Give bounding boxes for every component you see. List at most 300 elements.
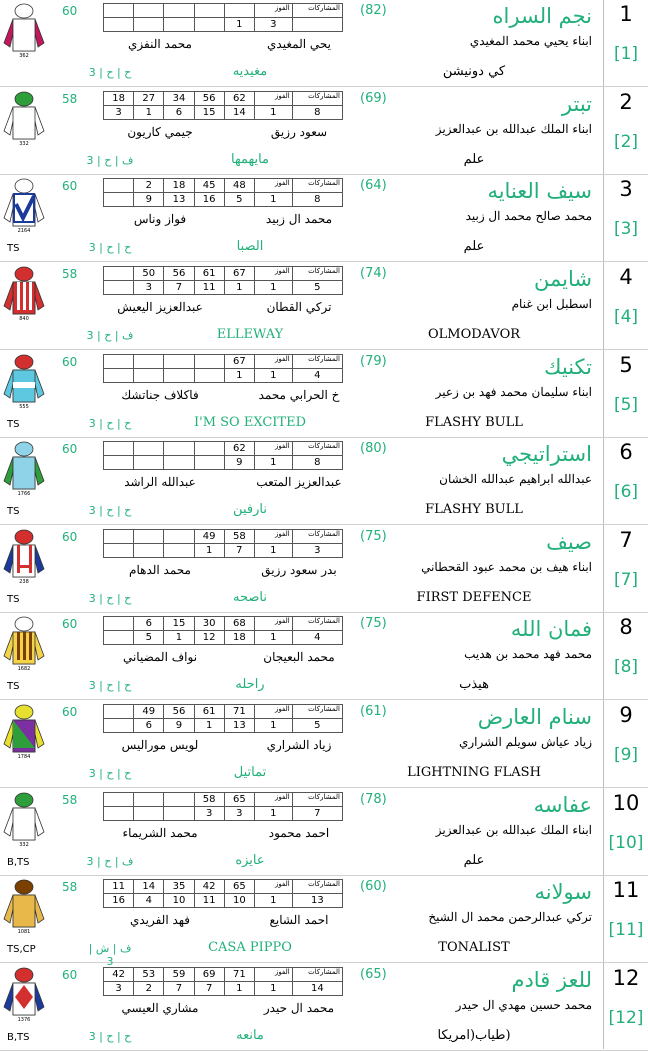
stat-cell bbox=[134, 530, 164, 544]
starts-header: المشاركات bbox=[292, 530, 342, 544]
svg-text:238: 238 bbox=[19, 579, 29, 585]
svg-text:1784: 1784 bbox=[17, 754, 31, 760]
rating: (69) bbox=[360, 91, 387, 106]
weight: 60 bbox=[62, 4, 78, 18]
owner-name: زياد عياش سويلم الشراري bbox=[458, 735, 592, 749]
stat-cell: 6 bbox=[164, 106, 194, 120]
stat-cell bbox=[104, 807, 134, 821]
weight: 60 bbox=[62, 705, 78, 719]
stat-cell: 48 bbox=[224, 179, 254, 193]
horse-name[interactable]: سيف العنايه bbox=[487, 179, 592, 203]
owner-name: محمد فهد محمد بن هديب bbox=[464, 647, 592, 661]
owner-name: تركي عبدالرحمن محمد ال الشيخ bbox=[428, 910, 592, 924]
stat-cell bbox=[164, 544, 194, 558]
rating: (78) bbox=[360, 792, 387, 807]
recent-form: ح | ح | 3 bbox=[88, 1030, 132, 1043]
stats-table bbox=[103, 354, 343, 383]
horse-name[interactable]: سولانه bbox=[534, 880, 592, 904]
jockey-name: لويس موراليس bbox=[121, 738, 199, 752]
recent-form: ح | ح | 3 bbox=[88, 66, 132, 79]
stat-cell: 8 bbox=[292, 193, 342, 207]
stat-cell: 5 bbox=[292, 281, 342, 295]
stat-cell: 56 bbox=[164, 705, 194, 719]
stats-table bbox=[103, 616, 343, 645]
runner-row bbox=[0, 263, 648, 350]
draw-number: [5] bbox=[613, 395, 639, 415]
sire-name: TONALIST bbox=[438, 940, 510, 955]
stat-cell bbox=[104, 179, 134, 193]
owner-name: ابناء الملك عبدالله بن عبدالعزيز bbox=[435, 122, 592, 136]
svg-text:840: 840 bbox=[19, 316, 29, 322]
stat-cell bbox=[164, 4, 194, 18]
wins-header: الفوز bbox=[254, 442, 292, 456]
stats-table bbox=[103, 967, 343, 996]
stat-cell: 2 bbox=[134, 179, 164, 193]
weight: 58 bbox=[62, 267, 78, 281]
stat-cell: 56 bbox=[164, 267, 194, 281]
stat-cell: 27 bbox=[134, 92, 164, 106]
stat-cell bbox=[104, 793, 134, 807]
stat-cell: 7 bbox=[164, 281, 194, 295]
sire-name: FIRST DEFENCE bbox=[416, 590, 532, 605]
jockey-silks-icon bbox=[2, 354, 46, 410]
recent-form: ح | ح | 3 bbox=[88, 417, 132, 430]
starts-header: المشاركات bbox=[292, 267, 342, 281]
svg-text:362: 362 bbox=[19, 53, 29, 59]
stat-cell: 58 bbox=[224, 530, 254, 544]
dam-name: ناصحه bbox=[233, 590, 267, 605]
draw-number: [9] bbox=[613, 745, 639, 765]
stat-cell: 11 bbox=[194, 894, 224, 908]
stat-cell bbox=[104, 267, 134, 281]
stat-cell bbox=[104, 193, 134, 207]
stat-cell bbox=[164, 442, 194, 456]
horse-name[interactable]: استراتيجي bbox=[501, 442, 592, 466]
draw-number: [8] bbox=[613, 657, 639, 677]
draw-number: [7] bbox=[613, 570, 639, 590]
runner-row bbox=[0, 876, 648, 968]
recent-form: ف | ح | 3 bbox=[86, 855, 134, 868]
trainer-name: خ الحرابي محمد bbox=[258, 388, 340, 402]
rating: (64) bbox=[360, 178, 387, 193]
jockey-silks-icon bbox=[2, 178, 46, 234]
wins-header: الفوز bbox=[254, 179, 292, 193]
jockey-name: عبدالعزيز اليعيش bbox=[117, 300, 203, 314]
jockey-silks-icon bbox=[2, 879, 46, 935]
draw-number: [11] bbox=[608, 920, 644, 940]
starts-header: المشاركات bbox=[292, 617, 342, 631]
stat-cell: 1 bbox=[254, 982, 292, 996]
jockey-name: محمد الدهام bbox=[129, 563, 191, 577]
trainer-name: يحي المغيدي bbox=[267, 37, 331, 51]
equipment: TS bbox=[7, 506, 20, 517]
stat-cell: 4 bbox=[292, 369, 342, 383]
stat-cell: 7 bbox=[164, 982, 194, 996]
stat-cell: 42 bbox=[194, 880, 224, 894]
sire-name: علم bbox=[463, 239, 485, 254]
stat-cell bbox=[104, 442, 134, 456]
stat-cell: 14 bbox=[292, 982, 342, 996]
weight: 60 bbox=[62, 968, 78, 982]
stat-cell: 1 bbox=[254, 193, 292, 207]
stat-cell: 61 bbox=[194, 267, 224, 281]
stat-cell: 58 bbox=[194, 793, 224, 807]
stats-table bbox=[103, 3, 343, 32]
horse-name[interactable]: عفاسه bbox=[533, 793, 592, 817]
stat-cell: 50 bbox=[134, 267, 164, 281]
stat-cell: 7 bbox=[224, 544, 254, 558]
equipment: B,TS bbox=[7, 857, 30, 868]
wins-header: الفوز bbox=[254, 880, 292, 894]
recent-form: ف | ح | 3 bbox=[86, 154, 134, 167]
weight: 60 bbox=[62, 442, 78, 456]
stat-cell bbox=[164, 793, 194, 807]
starts-header: المشاركات bbox=[292, 355, 342, 369]
horse-name[interactable]: تبتر bbox=[561, 92, 592, 116]
runner-number: 1 bbox=[619, 2, 633, 26]
weight: 58 bbox=[62, 793, 78, 807]
dam-name: تماتيل bbox=[233, 765, 267, 780]
stat-cell: 1 bbox=[254, 106, 292, 120]
sire-name: هيذب bbox=[459, 677, 489, 692]
stat-cell: 6 bbox=[134, 617, 164, 631]
jockey-silks-icon bbox=[2, 266, 46, 322]
stat-cell bbox=[224, 4, 254, 18]
stat-cell: 42 bbox=[104, 968, 134, 982]
runner-number: 8 bbox=[619, 615, 633, 639]
recent-form: ح | ح | 3 bbox=[88, 767, 132, 780]
draw-number: [3] bbox=[613, 219, 639, 239]
stat-cell bbox=[104, 355, 134, 369]
stat-cell bbox=[104, 530, 134, 544]
stat-cell bbox=[134, 355, 164, 369]
stat-cell: 2 bbox=[134, 982, 164, 996]
stat-cell: 5 bbox=[292, 719, 342, 733]
sire-name: LIGHTNING FLASH bbox=[407, 765, 541, 780]
runner-row bbox=[0, 0, 648, 87]
stat-cell: 13 bbox=[224, 719, 254, 733]
jockey-name: فواز وناس bbox=[133, 212, 187, 226]
weight: 60 bbox=[62, 179, 78, 193]
stat-cell bbox=[104, 631, 134, 645]
stat-cell bbox=[134, 807, 164, 821]
stat-cell: 71 bbox=[224, 705, 254, 719]
stat-cell bbox=[164, 355, 194, 369]
wins-header: الفوز bbox=[254, 705, 292, 719]
starts-header: المشاركات bbox=[292, 4, 342, 18]
stat-cell: 11 bbox=[194, 281, 224, 295]
stat-cell: 1 bbox=[134, 106, 164, 120]
starts-header: المشاركات bbox=[292, 880, 342, 894]
trainer-name: سعود رزيق bbox=[270, 125, 328, 139]
runner-row bbox=[0, 526, 648, 613]
svg-text:1682: 1682 bbox=[17, 666, 31, 672]
stat-cell bbox=[104, 705, 134, 719]
stat-cell: 53 bbox=[134, 968, 164, 982]
stat-cell: 14 bbox=[224, 106, 254, 120]
dam-name: ELLEWAY bbox=[216, 327, 284, 342]
dam-name: I'M SO EXCITED bbox=[193, 415, 307, 430]
stat-cell: 15 bbox=[164, 617, 194, 631]
stat-cell bbox=[194, 355, 224, 369]
rating: (75) bbox=[360, 529, 387, 544]
svg-text:332: 332 bbox=[19, 141, 29, 147]
weight: 60 bbox=[62, 530, 78, 544]
stats-table bbox=[103, 266, 343, 295]
dam-name: CASA PIPPO bbox=[208, 940, 292, 955]
stat-cell: 18 bbox=[164, 179, 194, 193]
stat-cell: 3 bbox=[292, 544, 342, 558]
stat-cell: 1 bbox=[254, 281, 292, 295]
stat-cell: 9 bbox=[224, 456, 254, 470]
trainer-name: احمد الشايع bbox=[269, 913, 329, 927]
stat-cell: 4 bbox=[292, 631, 342, 645]
stat-cell bbox=[194, 4, 224, 18]
stat-cell: 8 bbox=[292, 106, 342, 120]
equipment: TS bbox=[7, 594, 20, 605]
owner-name: ابناء هيف بن محمد عبود القحطاني bbox=[421, 560, 592, 574]
svg-text:1081: 1081 bbox=[17, 929, 31, 935]
svg-text:2164: 2164 bbox=[17, 228, 31, 234]
stat-cell: 3 bbox=[104, 106, 134, 120]
weight: 60 bbox=[62, 617, 78, 631]
stat-cell: 1 bbox=[254, 544, 292, 558]
stat-cell: 49 bbox=[134, 705, 164, 719]
svg-text:555: 555 bbox=[19, 404, 29, 410]
horse-name[interactable]: فمان الله bbox=[510, 617, 592, 641]
stat-cell bbox=[194, 18, 224, 32]
stat-cell bbox=[194, 442, 224, 456]
stat-cell: 10 bbox=[164, 894, 194, 908]
trainer-name: محمد البعيجان bbox=[263, 650, 335, 664]
stat-cell: 1 bbox=[254, 894, 292, 908]
stat-cell: 18 bbox=[224, 631, 254, 645]
jockey-silks-icon bbox=[2, 529, 46, 585]
owner-name: ابناء سليمان محمد فهد بن زعير bbox=[435, 385, 592, 399]
rating: (65) bbox=[360, 967, 387, 982]
recent-form: ح | ح | 3 bbox=[88, 241, 132, 254]
equipment: TS bbox=[7, 243, 20, 254]
stat-cell: 1 bbox=[224, 281, 254, 295]
sire-name: FLASHY BULL bbox=[425, 502, 523, 517]
wins-header: الفوز bbox=[254, 267, 292, 281]
wins-header: الفوز bbox=[254, 4, 292, 18]
svg-text:332: 332 bbox=[19, 842, 29, 848]
runner-row bbox=[0, 789, 648, 876]
stat-cell: 30 bbox=[194, 617, 224, 631]
stat-cell: 61 bbox=[194, 705, 224, 719]
horse-name[interactable]: تكنيك bbox=[544, 355, 592, 379]
stat-cell bbox=[104, 456, 134, 470]
starts-header: المشاركات bbox=[292, 179, 342, 193]
stat-cell: 1 bbox=[164, 631, 194, 645]
runner-row bbox=[0, 351, 648, 438]
stat-cell bbox=[164, 530, 194, 544]
horse-name[interactable]: صيف bbox=[546, 530, 592, 554]
stats-table bbox=[103, 704, 343, 733]
stat-cell: 45 bbox=[194, 179, 224, 193]
stat-cell: 67 bbox=[224, 267, 254, 281]
stat-cell: 3 bbox=[104, 982, 134, 996]
rating: (82) bbox=[360, 3, 387, 18]
recent-form: ف | ش | 3 bbox=[88, 942, 132, 968]
trainer-name: محمد ال زبيد bbox=[265, 212, 333, 226]
stats-table bbox=[103, 792, 343, 821]
runner-row bbox=[0, 438, 648, 525]
stat-cell: 56 bbox=[194, 92, 224, 106]
stat-cell bbox=[164, 807, 194, 821]
runner-number: 6 bbox=[619, 440, 633, 464]
draw-number: [6] bbox=[613, 482, 639, 502]
stat-cell bbox=[194, 369, 224, 383]
stat-cell: 1 bbox=[254, 631, 292, 645]
horse-name[interactable]: نجم السراه bbox=[492, 4, 592, 28]
stats-table bbox=[103, 441, 343, 470]
stat-cell: 59 bbox=[164, 968, 194, 982]
stat-cell bbox=[194, 456, 224, 470]
trainer-name: تركي القطان bbox=[266, 300, 332, 314]
jockey-name: محمد الشريماء bbox=[122, 826, 198, 840]
stat-cell: 13 bbox=[292, 894, 342, 908]
wins-header: الفوز bbox=[254, 968, 292, 982]
recent-form: ح | ح | 3 bbox=[88, 592, 132, 605]
stat-cell: 9 bbox=[164, 719, 194, 733]
sire-name: FLASHY BULL bbox=[425, 415, 523, 430]
rating: (75) bbox=[360, 616, 387, 631]
wins-header: الفوز bbox=[254, 92, 292, 106]
stat-cell: 68 bbox=[224, 617, 254, 631]
stats-table bbox=[103, 879, 343, 908]
runner-row bbox=[0, 964, 648, 1051]
stat-cell bbox=[134, 544, 164, 558]
stat-cell: 6 bbox=[134, 719, 164, 733]
starts-header: المشاركات bbox=[292, 92, 342, 106]
stat-cell bbox=[104, 719, 134, 733]
horse-name[interactable]: للعز قادم bbox=[511, 968, 592, 992]
recent-form: ف | ح | 3 bbox=[86, 329, 134, 342]
stat-cell bbox=[292, 18, 342, 32]
stat-cell bbox=[104, 544, 134, 558]
owner-name: محمد صالح محمد ال زبيد bbox=[465, 209, 592, 223]
draw-number: [4] bbox=[613, 307, 639, 327]
jockey-name: عبدالله الراشد bbox=[124, 475, 196, 489]
dam-name: راحله bbox=[235, 677, 265, 692]
runner-number: 9 bbox=[619, 703, 633, 727]
stat-cell: 1 bbox=[254, 719, 292, 733]
dam-name: الصبا bbox=[236, 239, 264, 254]
stat-cell: 1 bbox=[224, 369, 254, 383]
stat-cell: 7 bbox=[194, 982, 224, 996]
owner-name: عبدالله ابراهيم عبدالله الخشان bbox=[439, 472, 592, 486]
wins-header: الفوز bbox=[254, 355, 292, 369]
horse-name[interactable]: سنام العارض bbox=[477, 705, 592, 729]
runner-row bbox=[0, 613, 648, 700]
stat-cell bbox=[164, 18, 194, 32]
sire-name: علم bbox=[463, 152, 485, 167]
svg-text:1766: 1766 bbox=[17, 491, 31, 497]
stats-table bbox=[103, 91, 343, 120]
stat-cell: 12 bbox=[194, 631, 224, 645]
sire-name: OLMODAVOR bbox=[427, 327, 521, 342]
stat-cell: 65 bbox=[224, 793, 254, 807]
stats-table bbox=[103, 529, 343, 558]
owner-name: ابناء الملك عبدالله بن عبدالعزيز bbox=[435, 823, 592, 837]
jockey-name: محمد النفزي bbox=[128, 37, 192, 51]
jockey-name: مشاري العيسي bbox=[121, 1001, 199, 1015]
trainer-name: عبدالعزيز المتعب bbox=[256, 475, 342, 489]
sire-name: كي دونيشن bbox=[442, 64, 506, 79]
horse-name[interactable]: شايمن bbox=[534, 267, 592, 291]
weight: 60 bbox=[62, 355, 78, 369]
jockey-silks-icon bbox=[2, 967, 46, 1023]
runner-row bbox=[0, 701, 648, 788]
sire-name: (طياب(امريكا bbox=[437, 1028, 511, 1043]
jockey-silks-icon bbox=[2, 91, 46, 147]
stat-cell bbox=[134, 369, 164, 383]
draw-number: [1] bbox=[613, 44, 639, 64]
stat-cell bbox=[134, 4, 164, 18]
owner-name: ابناء يحيي محمد المغيدي bbox=[469, 34, 592, 48]
stat-cell: 3 bbox=[254, 18, 292, 32]
runner-number: 10 bbox=[612, 791, 640, 815]
stat-cell bbox=[134, 442, 164, 456]
runner-number: 3 bbox=[619, 177, 633, 201]
stat-cell: 3 bbox=[224, 807, 254, 821]
equipment: TS,CP bbox=[7, 944, 36, 955]
owner-name: محمد حسين مهدي ال حيدر bbox=[455, 998, 592, 1012]
runner-row bbox=[0, 175, 648, 262]
recent-form: ح | ح | 3 bbox=[88, 504, 132, 517]
sire-name: علم bbox=[463, 853, 485, 868]
dam-name: عايزه bbox=[235, 853, 265, 868]
stat-cell: 35 bbox=[164, 880, 194, 894]
rating: (74) bbox=[360, 266, 387, 281]
stat-cell: 16 bbox=[194, 193, 224, 207]
recent-form: ح | ح | 3 bbox=[88, 679, 132, 692]
stat-cell bbox=[104, 369, 134, 383]
equipment: B,TS bbox=[7, 1032, 30, 1043]
jockey-silks-icon bbox=[2, 792, 46, 848]
svg-text:1376: 1376 bbox=[17, 1017, 31, 1023]
stat-cell bbox=[104, 617, 134, 631]
stat-cell: 18 bbox=[104, 92, 134, 106]
runner-row bbox=[0, 88, 648, 175]
stat-cell: 7 bbox=[292, 807, 342, 821]
wins-header: الفوز bbox=[254, 530, 292, 544]
weight: 58 bbox=[62, 880, 78, 894]
stat-cell bbox=[104, 4, 134, 18]
stat-cell: 8 bbox=[292, 456, 342, 470]
dam-name: مغيديه bbox=[232, 64, 268, 79]
stat-cell: 69 bbox=[194, 968, 224, 982]
runner-number: 12 bbox=[612, 966, 640, 990]
trainer-name: احمد محمود bbox=[268, 826, 330, 840]
stat-cell bbox=[134, 18, 164, 32]
dam-name: مايهمها bbox=[230, 152, 269, 167]
dam-name: نارفين bbox=[233, 502, 267, 517]
wins-header: الفوز bbox=[254, 793, 292, 807]
stat-cell: 1 bbox=[254, 456, 292, 470]
stat-cell: 49 bbox=[194, 530, 224, 544]
stat-cell: 3 bbox=[194, 807, 224, 821]
stat-cell bbox=[104, 281, 134, 295]
stat-cell bbox=[164, 456, 194, 470]
stat-cell: 1 bbox=[194, 544, 224, 558]
dam-name: مانعه bbox=[236, 1028, 264, 1043]
stat-cell: 3 bbox=[134, 281, 164, 295]
trainer-name: بدر سعود رزيق bbox=[261, 563, 337, 577]
jockey-silks-icon bbox=[2, 616, 46, 672]
